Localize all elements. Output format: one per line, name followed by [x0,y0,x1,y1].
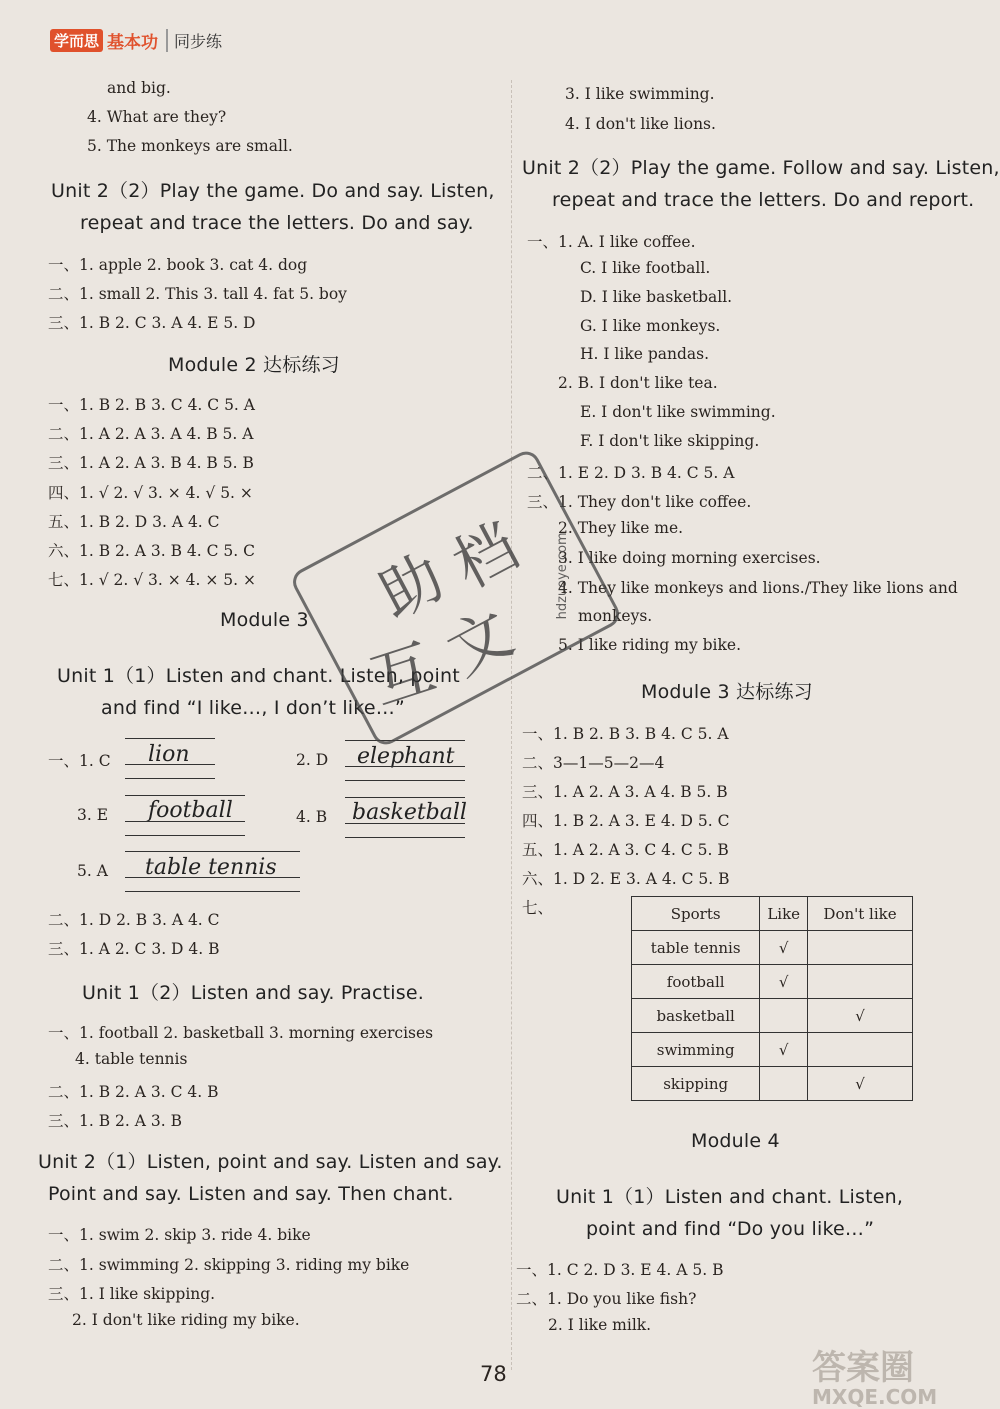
handwritten-word: table tennis [145,855,277,880]
table-cell: skipping [632,1067,760,1101]
answer-line: 4. What are they? [87,108,227,126]
answer-line: 4. I don't like lions. [565,115,716,133]
answer-line: 3. I like swimming. [565,85,715,103]
write-line [125,764,215,765]
write-line [345,823,465,824]
section-heading: Unit 1（1）Listen and chant. Listen, point [57,665,460,687]
section-heading: Module 3 [220,609,309,631]
write-line [125,778,215,779]
table-row [632,1067,913,1101]
stamp-char: 文 [435,595,525,690]
answer-line: 5. A [77,862,108,880]
write-line [125,738,215,739]
brand-logo [50,28,222,52]
answer-line: 2. They like me. [558,519,684,537]
answer-line: 二、1. D 2. B 3. A 4. C [48,911,220,929]
table-header-row [632,897,913,931]
handwritten-word: basketball [352,800,467,825]
answer-line: E. I don't like swimming. [580,403,776,421]
answer-line: 三、1. A 2. C 3. D 4. B [48,940,220,958]
answer-line: 2. D [296,751,329,769]
section-heading: Module 4 [691,1130,780,1152]
table-cell: √ [808,1067,913,1101]
watermark-main: 答案圈 [812,1348,914,1388]
section-heading: repeat and trace the letters. Do and report. [552,189,975,211]
write-line [125,851,300,852]
write-line [345,837,465,838]
write-line [345,740,465,741]
answer-line: C. I like football. [580,259,711,277]
answer-line: monkeys. [578,607,653,625]
answer-line: 二、1. A 2. A 3. A 4. B 5. A [48,425,254,443]
table-cell: football [632,965,760,999]
answer-line: 5. The monkeys are small. [87,137,293,155]
answer-line: 二、1. E 2. D 3. B 4. C 5. A [527,464,735,482]
sports-table [631,896,913,1101]
answer-line: 3. E [77,806,109,824]
answer-line: 三、1. A 2. A 3. B 4. B 5. B [48,454,254,472]
answer-line: 2. I don't like riding my bike. [72,1311,300,1329]
write-line [125,877,300,878]
table-row [632,999,913,1033]
answer-line: 一、1. football 2. basketball 3. morning exercises [48,1024,434,1042]
answer-line: 2. I like milk. [548,1316,652,1334]
answer-line: 六、1. D 2. E 3. A 4. C 5. B [522,870,730,888]
write-line [125,795,245,796]
answer-line: 二、1. swimming 2. skipping 3. riding my bike [48,1256,410,1274]
answer-line: 五、1. B 2. D 3. A 4. C [48,513,220,531]
answer-line: 六、1. B 2. A 3. B 4. C 5. C [48,542,255,560]
corner-watermark [812,1340,937,1409]
brand-part2: 基本功 [107,32,159,53]
write-line [345,766,465,767]
section-heading: Unit 2（2）Play the game. Follow and say. Listen, [522,157,1000,179]
answer-line: 七、1. √ 2. √ 3. × 4. × 5. × [48,571,257,589]
table-cell: swimming [632,1033,760,1067]
answer-line: 二、1. B 2. A 3. C 4. B [48,1083,219,1101]
section-heading: Unit 2（1）Listen, point and say. Listen and say. [38,1151,503,1173]
table-cell [760,1067,808,1101]
answer-line: 一、1. A. I like coffee. [527,233,696,251]
stamp-url: hdzuoye.com [555,532,571,620]
answer-line: 三、1. They don't like coffee. [527,493,752,511]
write-line [345,780,465,781]
table-cell [808,931,913,965]
answer-line: 三、1. B 2. C 3. A 4. E 5. D [48,314,256,332]
answer-line: 四、1. B 2. A 3. E 4. D 5. C [522,812,730,830]
answer-line: 三、1. I like skipping. [48,1285,216,1303]
stamp-char: 助 [366,539,456,633]
section-heading: Unit 1（2）Listen and say. Practise. [82,982,424,1004]
answer-line: 一、1. apple 2. book 3. cat 4. dog [48,256,308,274]
answer-line: 三、1. A 2. A 3. A 4. B 5. B [522,783,728,801]
answer-line: 一、1. swim 2. skip 3. ride 4. bike [48,1226,311,1244]
table-cell: √ [808,999,913,1033]
stamp-char: 互 [361,630,444,719]
brand-part3: 同步练 [166,29,222,52]
answer-line: H. I like pandas. [580,345,710,363]
answer-line: 二、3—1—5—2—4 [522,754,665,772]
answer-line: G. I like monkeys. [580,317,721,335]
watermark-sub: MXQE.COM [812,1385,938,1409]
write-line [345,797,465,798]
answer-line: 5. I like riding my bike. [558,636,742,654]
section-heading: repeat and trace the letters. Do and say. [80,212,474,234]
table-cell: √ [760,931,808,965]
section-heading: point and find “Do you like…” [586,1218,875,1240]
answer-line: F. I don't like skipping. [580,432,760,450]
table-row [632,965,913,999]
answer-line: 4. table tennis [75,1050,188,1068]
answer-line: 二、1. Do you like fish? [516,1290,697,1308]
answer-line: 一、1. C 2. D 3. E 4. A 5. B [516,1261,724,1279]
section-heading: Point and say. Listen and say. Then chant. [48,1183,454,1205]
answer-line: 二、1. small 2. This 3. tall 4. fat 5. boy [48,285,347,303]
write-line [125,835,245,836]
table-cell: basketball [632,999,760,1033]
answer-line: 4. They like monkeys and lions./They like lions and [558,579,958,597]
section-heading: Unit 2（2）Play the game. Do and say. Listen, [51,180,495,202]
handwritten-word: lion [148,742,190,767]
table-row [632,931,913,965]
section-heading: Unit 1（1）Listen and chant. Listen, [556,1186,904,1208]
answer-line: 2. B. I don't like tea. [558,374,718,392]
table-header: Like [760,897,808,931]
table-header: Sports [632,897,760,931]
answer-line: 七、 [522,899,554,917]
brand-part1: 学而思 [50,29,103,52]
answer-line: 4. B [296,808,328,826]
table-cell: √ [760,965,808,999]
section-heading: and find “I like…, I don’t like…” [101,697,405,719]
handwritten-word: football [148,798,233,823]
answer-line: 一、1. B 2. B 3. C 4. C 5. A [48,396,255,414]
page-number: 78 [480,1362,507,1386]
answer-line: 3. I like doing morning exercises. [558,549,821,567]
table-cell [760,999,808,1033]
write-line [125,891,300,892]
handwritten-word: elephant [357,744,455,769]
table-cell: table tennis [632,931,760,965]
write-line [125,821,245,822]
table-header: Don't like [808,897,913,931]
table-row [632,1033,913,1067]
answer-line: 一、1. C [48,752,111,770]
answer-line: 三、1. B 2. A 3. B [48,1112,182,1130]
table-cell [808,1033,913,1067]
section-heading: Module 2 达标练习 [168,354,340,376]
answer-line: 四、1. √ 2. √ 3. × 4. √ 5. × [48,484,253,502]
answer-line: and big. [107,79,171,97]
table-cell [808,965,913,999]
answer-line: 五、1. A 2. A 3. C 4. C 5. B [522,841,729,859]
answer-line: 一、1. B 2. B 3. B 4. C 5. A [522,725,729,743]
answer-line: D. I like basketball. [580,288,733,306]
table-cell: √ [760,1033,808,1067]
section-heading: Module 3 达标练习 [641,681,813,703]
column-divider [511,80,512,1370]
stamp-char: 档 [441,508,531,603]
